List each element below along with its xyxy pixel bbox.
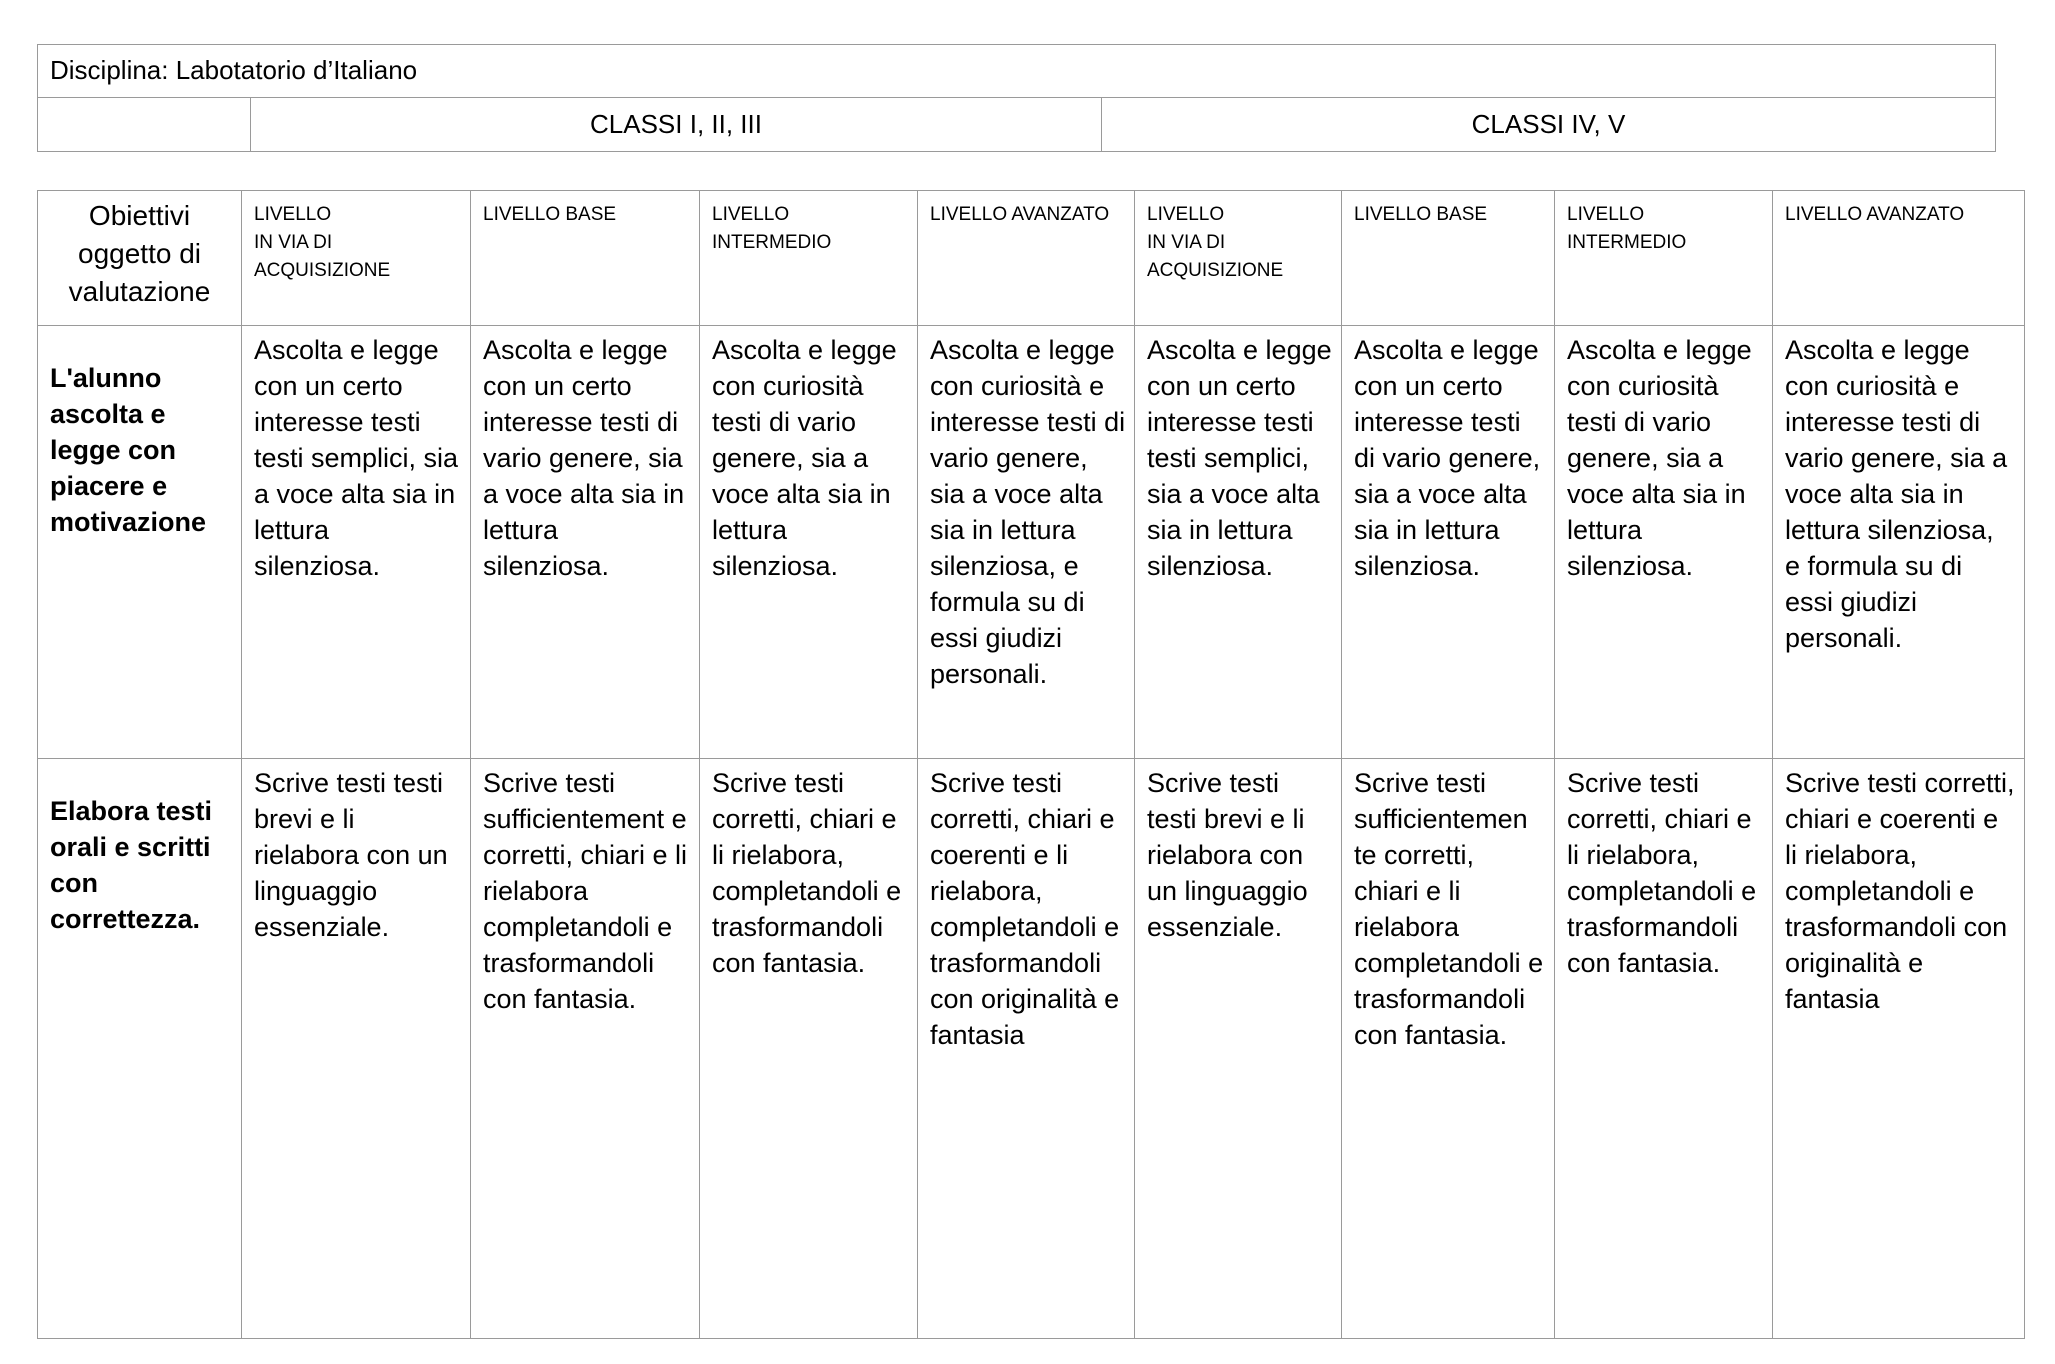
level-description: Ascolta e legge con un certo interesse testi di vario genere, sia a voce alta sia in lettura silenziosa. (471, 326, 700, 759)
table-row (38, 759, 2025, 1339)
level-header: LIVELLO BASE (471, 191, 700, 326)
level-description: Scrive testi testi brevi e li rielabora con un linguaggio essenziale. (242, 759, 471, 1339)
level-description: Ascolta e legge con un certo interesse testi di vario genere, sia a voce alta sia in lettura silenziosa. (1342, 326, 1555, 759)
level-header: LIVELLO IN VIA DI ACQUISIZIONE (242, 191, 471, 326)
level-header: LIVELLO AVANZATO (918, 191, 1135, 326)
level-description: Scrive testi sufficientement e corretti, chiari e li rielabora completandoli e trasformandoli con fantasia. (471, 759, 700, 1339)
level-description: Ascolta e legge con un certo interesse testi testi semplici, sia a voce alta sia in lettura silenziosa. (1135, 326, 1342, 759)
rubric-table (37, 190, 2025, 1339)
level-description: Ascolta e legge con curiosità testi di vario genere, sia a voce alta sia in lettura silenziosa. (700, 326, 918, 759)
empty-header-cell (38, 98, 251, 152)
level-description: Scrive testi corretti, chiari e li rielabora, completandoli e trasformandoli con fantasia. (1555, 759, 1773, 1339)
level-description: Ascolta e legge con curiosità e interesse testi di vario genere, sia a voce alta sia in lettura silenziosa, e formula su di essi giudizi personali. (1773, 326, 2025, 759)
level-description: Scrive testi corretti, chiari e coerenti e li rielabora, completandoli e trasformandoli con originalità e fantasia (1773, 759, 2025, 1339)
level-header: LIVELLO IN VIA DI ACQUISIZIONE (1135, 191, 1342, 326)
objective-label: Elabora testi orali e scritti con correttezza. (38, 759, 242, 1339)
level-description: Ascolta e legge con un certo interesse testi testi semplici, sia a voce alta sia in lettura silenziosa. (242, 326, 471, 759)
levels-header-row (38, 191, 2025, 326)
objectives-header: Obiettivi oggetto di valutazione (38, 191, 242, 326)
table-row (38, 326, 2025, 759)
level-header: LIVELLO INTERMEDIO (700, 191, 918, 326)
level-description: Ascolta e legge con curiosità e interesse testi di vario genere, sia a voce alta sia in lettura silenziosa, e formula su di essi giudizi personali. (918, 326, 1135, 759)
classes-group-1: CLASSI I, II, III (251, 98, 1102, 152)
level-description: Scrive testi corretti, chiari e coerenti e li rielabora, completandoli e trasformandoli con originalità e fantasia (918, 759, 1135, 1339)
level-description: Scrive testi testi brevi e li rielabora con un linguaggio essenziale. (1135, 759, 1342, 1339)
level-description: Scrive testi sufficientemen te corretti, chiari e li rielabora completandoli e trasformandoli con fantasia. (1342, 759, 1555, 1339)
discipline-title: Disciplina: Labotatorio d’Italiano (38, 45, 1996, 98)
level-header: LIVELLO BASE (1342, 191, 1555, 326)
level-description: Scrive testi corretti, chiari e li rielabora, completandoli e trasformandoli con fantasia. (700, 759, 918, 1339)
level-description: Ascolta e legge con curiosità testi di vario genere, sia a voce alta sia in lettura silenziosa. (1555, 326, 1773, 759)
level-header: LIVELLO AVANZATO (1773, 191, 2025, 326)
objective-label: L'alunno ascolta e legge con piacere e motivazione (38, 326, 242, 759)
classes-group-2: CLASSI IV, V (1102, 98, 1996, 152)
header-table (37, 44, 1996, 152)
level-header: LIVELLO INTERMEDIO (1555, 191, 1773, 326)
